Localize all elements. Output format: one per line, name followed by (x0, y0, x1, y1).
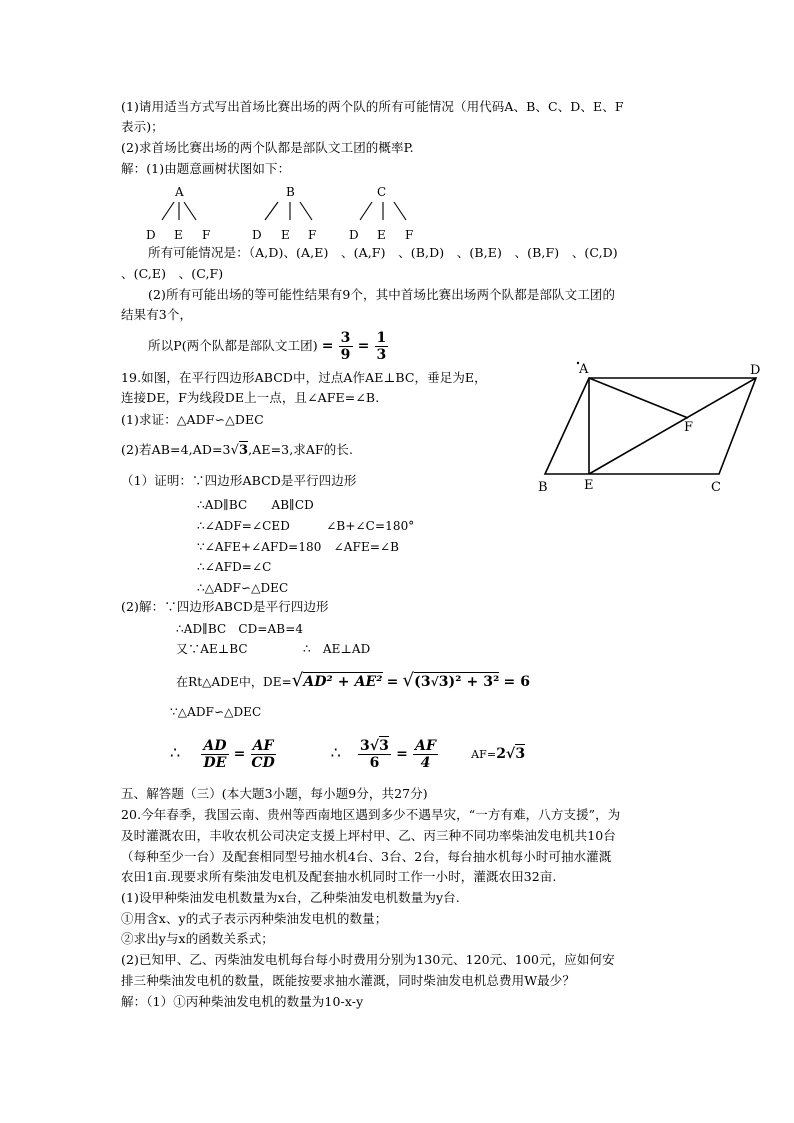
tree-branch-b (252, 185, 316, 242)
label-a: A (579, 362, 589, 377)
sqrt-part: 3 (438, 674, 449, 690)
q18-cases-line2: 、(C,E) 、(C,F) (121, 266, 224, 281)
proof-step: ∴∠ADF=∠CED ∠B+∠C=180° (197, 519, 415, 533)
fraction-numerator: 1 (376, 330, 387, 346)
similarity-line: ∵△ADF∽△DEC (170, 705, 262, 719)
q18-probability (148, 328, 389, 364)
tree-leaf: F (308, 228, 317, 242)
fraction-numerator: AF (415, 738, 437, 754)
tree-branch-c (349, 185, 413, 242)
q20-line: 农田1亩.现要求所有柴油发电机及配套抽水机同时工作一小时，灌溉农田32亩. (121, 869, 557, 884)
probability-prefix: 所以P(两个队都是部队文工团) (148, 338, 318, 353)
segment-de (589, 378, 756, 474)
parallelogram-abcd (545, 378, 756, 474)
q18-part1-line2: 表示)； (121, 119, 164, 134)
fraction-denominator: 4 (420, 755, 431, 771)
tree-leaf: D (252, 228, 262, 242)
fraction-1-3 (375, 330, 389, 363)
fraction-denominator: CD (251, 755, 275, 771)
label-d: D (750, 363, 761, 378)
sqrt-part: (3 (414, 674, 431, 690)
af-label: AF= (471, 748, 497, 761)
proof-step: ∴∠AFD=∠C (197, 560, 272, 574)
fraction-denominator: 6 (369, 755, 380, 771)
equals-sign: = (386, 674, 399, 690)
fraction-ad-de (201, 738, 228, 771)
q18-part2-answer-line2: 结果有3个， (121, 307, 193, 322)
tree-leaf: F (202, 228, 211, 242)
q19-part2-text: (2)若AB=4,AD=3 (121, 442, 231, 457)
q20-line: (2)已知甲、乙、丙柴油发电机每台每小时费用分别为130元、120元、100元，应如何安 (121, 952, 615, 967)
af-value: 2 (496, 746, 507, 762)
parallelogram-figure (532, 358, 772, 496)
q18-part2-answer-line1: (2)所有可能出场的等可能性结果有9个，其中首场比赛出场两个队都是部队文工团的 (148, 287, 616, 302)
tree-leaf: E (174, 228, 183, 242)
numerator-part: 3 (379, 738, 390, 754)
solution2-step: ∴AD∥BC CD=AB=4 (176, 622, 304, 636)
fraction-af-4 (413, 738, 438, 771)
tree-root-c: C (377, 185, 387, 199)
q18-part2: (2)求首场比赛出场的两个队都是部队文工团的概率P. (121, 140, 414, 155)
q20-line: ②求出y与x的函数关系式； (121, 931, 274, 946)
q20-line: （每种至少一台）及配套相同型号抽水机4台、3台、2台，每台抽水机每小时可抽水灌溉 (121, 849, 612, 864)
proof-head: （1）证明：∵四边形ABCD是平行四边形 (121, 473, 357, 488)
q18-cases-line1: 所有可能情况是：（A,D)、(A,E) 、(A,F) 、(B,D) 、(B,E) 、(B,F) 、(C,D) (148, 245, 618, 260)
therefore-symbol: ∴ (330, 743, 341, 762)
q20-line: ①用含x、y的式子表示丙种柴油发电机的数量； (121, 911, 388, 926)
numerator-part: 3 (360, 738, 370, 754)
tree-leaf: D (146, 228, 156, 242)
ratio-line: ∴ $\frac{AD}{DE}$ = $\frac{AF}{CD}$ ∴ $\frac{3√3}{6}$ = $\frac{AF}{4}$ AF=2√3 (170, 738, 526, 771)
equals-sign: = (357, 338, 370, 354)
tree-leaf: E (377, 228, 386, 242)
section-heading: 五、解答题（三）(本大题3小题，每小题9分，共27分) (121, 786, 428, 801)
q20-line: 20.今年春季，我国云南、贵州等西南地区遇到多少不遇旱灾，“一方有难，八方支援”，为 (121, 807, 621, 822)
equals-sign: = (321, 338, 334, 354)
fraction-3-9 (339, 330, 353, 363)
sqrt-ad2-ae2: AD² + AE² (303, 674, 383, 690)
fraction-numerator: 3 (340, 330, 351, 346)
rt-prefix: 在Rt△ADE中，DE= (176, 675, 292, 689)
fraction-3root3-6 (358, 738, 391, 771)
q19-part1: (1)求证：△ADF∽△DEC (121, 412, 264, 427)
q20-solution-line: 解：（1）①丙种柴油发电机的数量为10-x-y (121, 994, 364, 1009)
proof-step: ∴△ADF∽△DEC (197, 581, 289, 595)
proof-step: ∵∠AFE+∠AFD=180 ∠AFE=∠B (197, 540, 400, 554)
proof-step: ∴AD∥BC AB∥CD (197, 498, 314, 512)
q20-line: 及时灌溉农田，丰收农机公司决定支援上坪村甲、乙、丙三种不同功率柴油发电机共10台 (121, 828, 616, 843)
fraction-numerator: AD (203, 738, 227, 754)
q20-line: (1)设甲种柴油发电机数量为x台，乙种柴油发电机数量为y台. (121, 890, 460, 905)
tree-branch-a (146, 185, 210, 242)
fraction-denominator: 3 (376, 347, 387, 363)
tree-leaf: D (349, 228, 359, 242)
q18-solution-intro: 解：(1)由题意画树状图如下： (121, 161, 291, 176)
label-c: C (711, 480, 721, 495)
solution2-step: ∴ AE⊥AD (303, 642, 371, 656)
label-f: F (684, 420, 694, 435)
solution2-step: 又∵AE⊥BC (176, 642, 248, 656)
equals-sign: = (233, 746, 246, 762)
fraction-denominator: DE (203, 755, 227, 771)
sqrt-expression: (3√3)² + 3² (414, 674, 500, 690)
q19-stem-line1: 19.如图，在平行四边形ABCD中，过点A作AE⊥BC，垂足为E， (121, 370, 487, 385)
sqrt-part: )² + 3² (448, 674, 500, 690)
fraction-denominator: 9 (340, 347, 351, 363)
tree-leaf: F (405, 228, 414, 242)
tree-diagram (140, 182, 430, 244)
label-e: E (584, 478, 594, 493)
label-b: B (538, 480, 548, 495)
rt-triangle-line: 在Rt△ADE中，DE=√AD² + AE² = √(3√3)² + 3² = 6 (176, 670, 531, 691)
q19-stem-line2: 连接DE，F为线段DE上一点，且∠AFE=∠B. (121, 390, 380, 405)
therefore-symbol: ∴ (170, 743, 181, 762)
q19-part2: (2)若AB=4,AD=3√3,AE=3,求AF的长. (121, 442, 354, 458)
tree-root-b: B (286, 185, 295, 199)
q20-line: 排三种柴油发电机的数量，既能按要求抽水灌溉，同时柴油发电机总费用W最少？ (121, 973, 575, 988)
result-six: = 6 (503, 674, 531, 690)
tree-leaf: E (281, 228, 290, 242)
equals-sign: = (396, 746, 408, 762)
fraction-af-cd (251, 738, 276, 771)
af-value-root: 3 (515, 746, 526, 762)
fraction-numerator: 3√3 (360, 738, 390, 754)
solution2-head: (2)解：∵四边形ABCD是平行四边形 (121, 599, 329, 614)
fraction-numerator: AF (252, 738, 274, 754)
q18-part1-line1: (1)请用适当方式写出首场比赛出场的两个队的所有可能情况（用代码A、B、C、D、E、F (121, 99, 624, 114)
q19-part2-text-end: ,AE=3,求AF的长. (248, 442, 354, 457)
sqrt-radicand: 3 (239, 443, 249, 458)
segment-af (589, 378, 688, 418)
tree-root-a: A (175, 185, 184, 199)
